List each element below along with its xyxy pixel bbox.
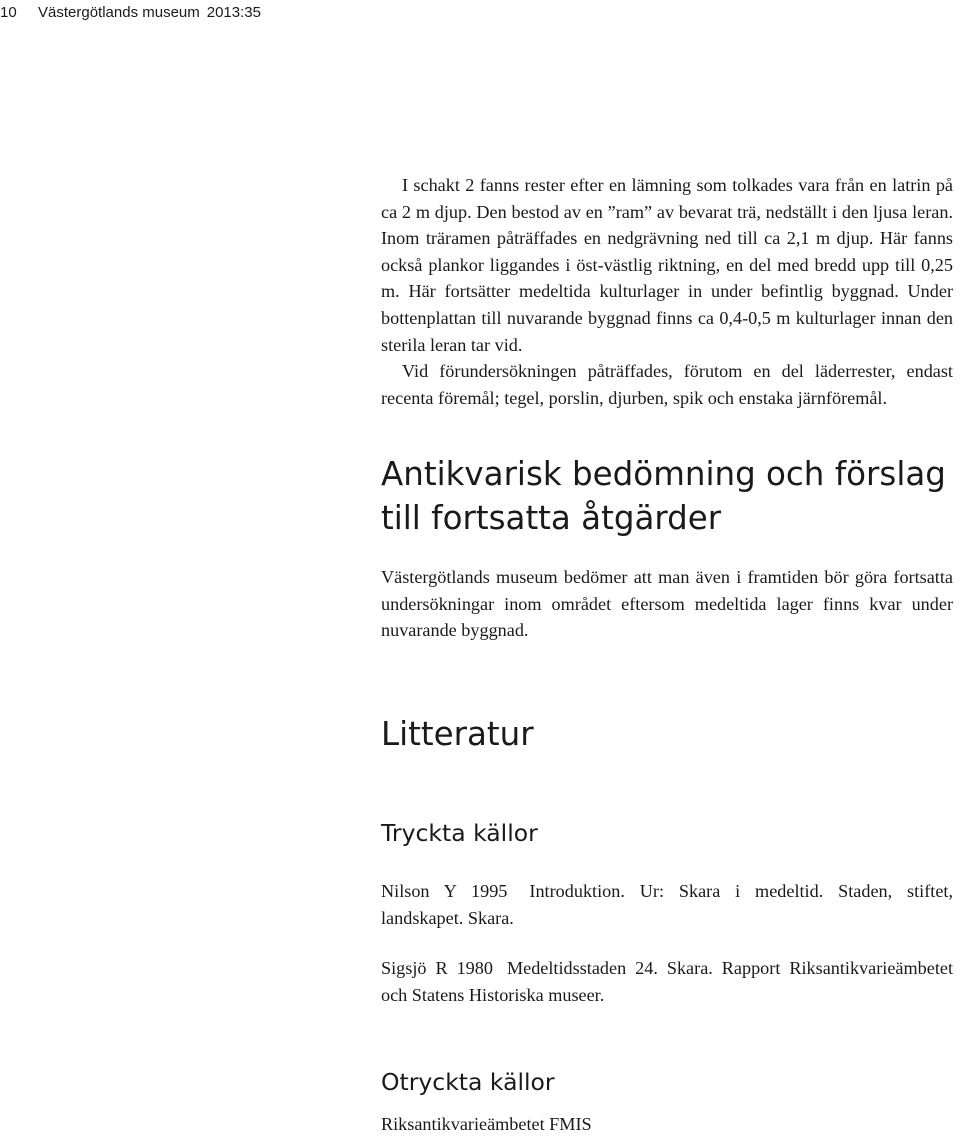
intro-section <box>381 172 953 411</box>
intro-paragraph-2: Vid förundersökningen påträffades, förutom en del läderrester, endast recenta föremål; tegel, porslin, djurben, spik och enstaka järnföremål. <box>381 361 953 408</box>
assessment-text: Västergötlands museum bedömer att man även i framtiden bör göra fortsatta undersökningar inom området eftersom medeltida lager finns kvar under nuvarande byggnad. <box>381 567 953 641</box>
printed-sources-section <box>381 818 953 848</box>
running-header <box>0 0 261 26</box>
report-number: 2013:35 <box>206 4 261 21</box>
assessment-heading-line-1: Antikvarisk bedömning och förslag <box>381 455 946 493</box>
reference-text: Medeltidsstaden 24. Skara. Rapport Riksantikvarieämbetet och Statens Historiska museer. <box>381 958 953 1005</box>
unprinted-sources-section <box>381 1067 953 1097</box>
reference-text: Introduktion. Ur: Skara i medeltid. Staden, stiftet, landskapet. Skara. <box>381 881 953 928</box>
unprinted-sources-heading: Otryckta källor <box>381 1068 555 1096</box>
page-number: 10 <box>0 4 17 21</box>
reference-author: Nilson Y 1995 <box>381 881 508 901</box>
reference-text: Riksantikvarieämbetet FMIS <box>381 1114 592 1134</box>
printed-reference-2 <box>381 955 953 1009</box>
literature-section <box>381 712 953 756</box>
intro-paragraph-1: I schakt 2 fanns rester efter en lämning som tolkades vara från en latrin på ca 2 m djup. Den bestod av en ”ram” av bevarat trä, nedställt i den ljusa leran. Inom träramen påträffades en nedgrävning ned till ca 2,1 m djup. Här fanns också plankor liggandes i öst-västlig riktning, en del med bredd upp till 0,25 m. Här fortsätter medeltida kulturlager in under befintlig byggnad. Under bottenplattan till nuvarande byggnad finns ca 0,4-0,5 m kulturlager innan den sterila leran tar vid. <box>381 175 953 355</box>
printed-reference-1 <box>381 878 953 932</box>
reference-author: Sigsjö R 1980 <box>381 958 493 978</box>
printed-sources-heading: Tryckta källor <box>381 819 538 847</box>
unprinted-reference-1 <box>381 1111 953 1138</box>
assessment-section <box>381 564 953 644</box>
literature-heading: Litteratur <box>381 715 534 753</box>
assessment-heading-line-2: till fortsatta åtgärder <box>381 499 722 537</box>
organization-name: Västergötlands museum <box>38 4 200 21</box>
assessment-heading <box>381 452 953 540</box>
